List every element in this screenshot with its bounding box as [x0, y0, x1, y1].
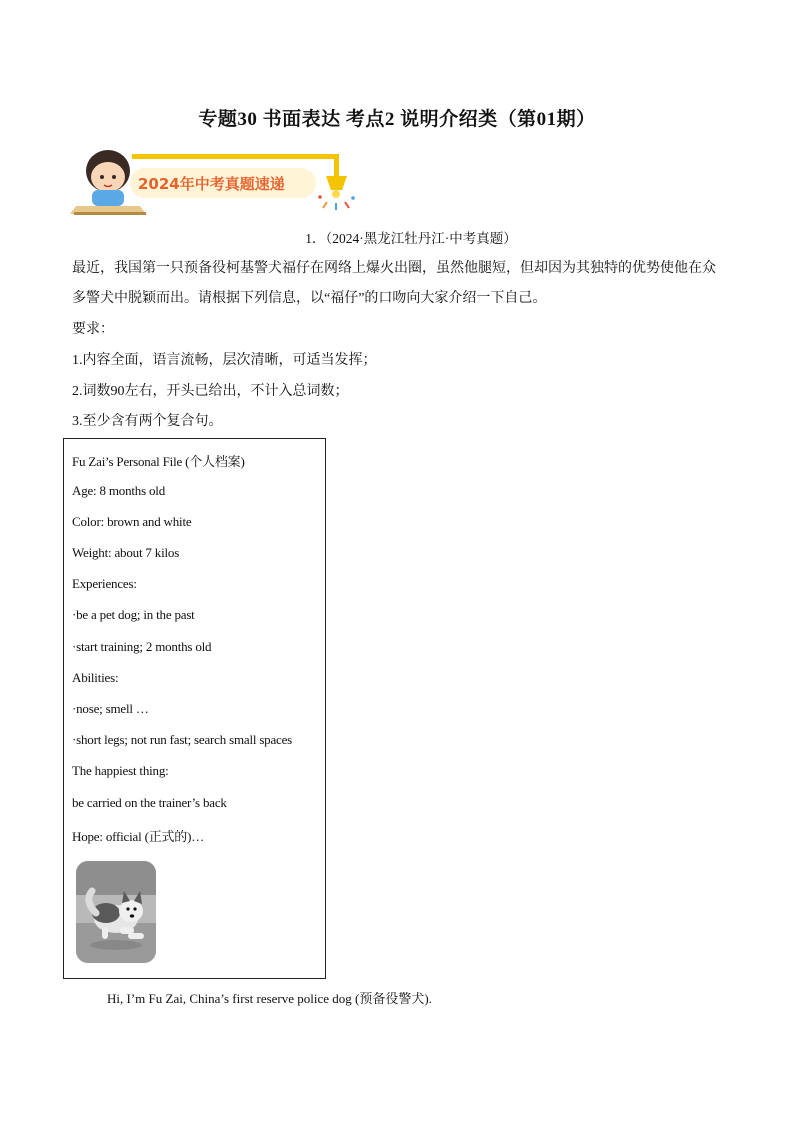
banner-rail [132, 154, 338, 159]
requirement-item: 3.至少含有两个复合句。 [72, 414, 223, 429]
file-line: Fu Zai’s Personal File (个人档案) [72, 454, 245, 469]
requirements-heading: 要求： [72, 322, 114, 337]
file-line: ·start training; 2 months old [72, 639, 212, 654]
page-title: 专题30 书面表达 考点2 说明介绍类（第01期） [198, 109, 596, 130]
dog-photo [76, 861, 156, 963]
requirement-item: 2.词数90左右，开头已给出，不计入总词数； [72, 384, 349, 399]
file-line: ·short legs; not run fast; search small spaces [72, 732, 293, 747]
file-line: Experiences: [72, 576, 137, 591]
banner-title: 2024年中考真题速递 [138, 175, 285, 193]
file-line: ·be a pet dog; in the past [72, 607, 195, 622]
file-line: The happiest thing: [72, 763, 169, 778]
question-source: 1．（2024·黑龙江牡丹江·中考真题） [305, 231, 517, 246]
intro-sentence: Hi, I’m Fu Zai, China’s first reserve police dog (预备役警犬). [107, 991, 432, 1006]
file-line: Weight: about 7 kilos [72, 545, 180, 560]
lamp-icon [326, 176, 347, 190]
personal-file-box [63, 438, 326, 979]
file-line: ·nose; smell … [72, 701, 149, 716]
file-line: Color: brown and white [72, 514, 192, 529]
prompt-line: 多警犬中脱颖而出。请根据下列信息，以“福仔”的口吻向大家介绍一下自己。 [72, 291, 547, 306]
file-line: be carried on the trainer’s back [72, 795, 227, 810]
boy-shirt [92, 190, 124, 206]
requirement-item: 1.内容全面，语言流畅，层次清晰，可适当发挥； [72, 353, 377, 368]
banner-illustration [70, 140, 360, 220]
file-line: Age: 8 months old [72, 483, 166, 498]
file-line: Hope: official (正式的)… [72, 829, 205, 844]
prompt-line: 最近，我国第一只预备役柯基警犬福仔在网络上爆火出圈，虽然他腿短，但却因为其独特的优势使他在众 [72, 261, 716, 276]
file-line: Abilities: [72, 670, 119, 685]
